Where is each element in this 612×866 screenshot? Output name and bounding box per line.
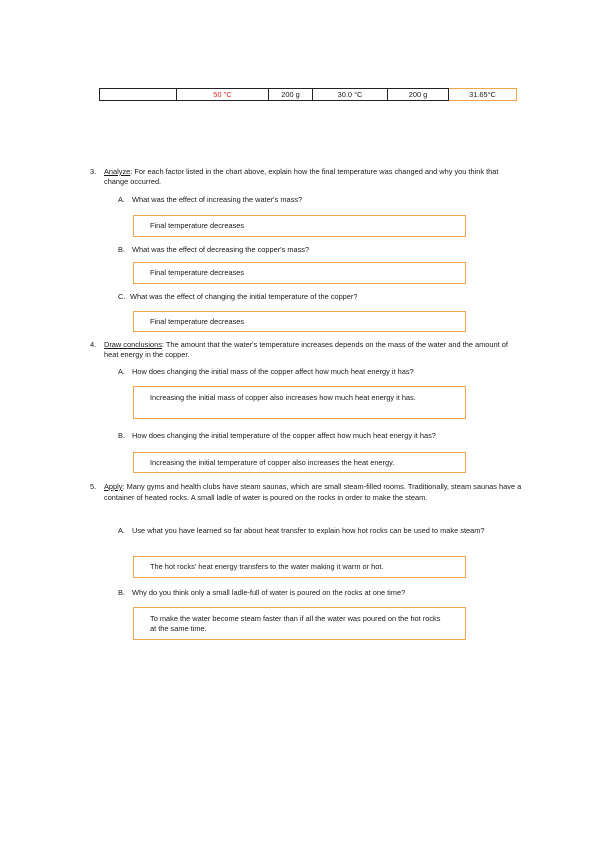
question-3b-text: What was the effect of decreasing the copper's mass? [132, 245, 310, 254]
answer-5b-text: To make the water become steam faster than if all the water was poured on the hot rocks at the same time. [150, 614, 441, 633]
question-4b-text: How does changing the initial temperature of the copper affect how much heat energy it has? [132, 431, 436, 440]
answer-3c-field[interactable] [133, 311, 466, 332]
answer-3b-field[interactable] [133, 262, 466, 284]
question-3a-letter: A. [118, 195, 125, 204]
question-5a-text: Use what you have learned so far about heat transfer to explain how hot rocks can be used to make steam? [132, 526, 485, 535]
table-cell-water-temp: 30.0 °C [313, 89, 388, 101]
question-3-body: : For each factor listed in the chart above, explain how the final temperature was changed and why you think that change occurred. [104, 167, 499, 186]
answer-5a-text: The hot rocks' heat energy transfers to the water making it warm or hot. [150, 562, 384, 572]
question-5-label: Apply [104, 482, 123, 491]
results-table [99, 88, 517, 101]
answer-4a-text: Increasing the initial mass of copper also increases how much heat energy it has. [150, 393, 416, 402]
question-3a-text: What was the effect of increasing the water's mass? [132, 195, 303, 204]
question-3b-letter: B. [118, 245, 125, 254]
table-cell-final-temp[interactable]: 31.65°C [449, 89, 517, 101]
table-row [100, 89, 517, 101]
question-4-number: 4. [90, 340, 97, 349]
answer-3a-text: Final temperature decreases [150, 221, 245, 231]
question-5-number: 5. [90, 482, 97, 491]
question-3c-letter: C. [118, 292, 126, 301]
answer-3c-text: Final temperature decreases [150, 316, 245, 326]
question-5b-letter: B. [118, 588, 125, 597]
question-5-text [104, 482, 522, 503]
question-3-label: Analyze [104, 167, 131, 176]
question-3c-text: What was the effect of changing the initial temperature of the copper? [130, 292, 358, 301]
answer-5b-field[interactable] [133, 607, 466, 640]
question-4b-letter: B. [118, 431, 125, 440]
table-cell-water-mass: 200 g [388, 89, 449, 101]
question-3-text [104, 167, 522, 187]
question-4a-letter: A. [118, 367, 125, 376]
question-4-text [104, 340, 522, 360]
answer-3b-text: Final temperature decreases [150, 268, 245, 278]
question-5a-letter: A. [118, 526, 125, 535]
table-cell-factor [100, 89, 177, 101]
question-5b-text: Why do you think only a small ladle-full of water is poured on the rocks at one time? [132, 588, 406, 597]
answer-4b-field[interactable] [133, 452, 466, 473]
answer-4b-text: Increasing the initial temperature of copper also increases the heat energy. [150, 457, 395, 467]
answer-5a-field[interactable] [133, 556, 466, 578]
question-3-number: 3. [90, 167, 97, 176]
table-cell-copper-mass: 200 g [269, 89, 313, 101]
question-5-body: : Many gyms and health clubs have steam saunas, which are small steam-filled rooms. Traditionally, steam saunas have a container of heated rocks. A small ladle of water is poured on the rocks in order to make the steam. [104, 482, 522, 502]
answer-4a-field[interactable] [133, 386, 466, 419]
question-4-label: Draw conclusions [104, 340, 162, 349]
question-4-body: : The amount that the water's temperature increases depends on the mass of the water and the amount of heat energy in the copper. [104, 340, 508, 359]
answer-3a-field[interactable] [133, 215, 466, 237]
question-4a-text: How does changing the initial mass of the copper affect how much heat energy it has? [132, 367, 414, 376]
table-cell-copper-temp: 50 °C [177, 89, 269, 101]
